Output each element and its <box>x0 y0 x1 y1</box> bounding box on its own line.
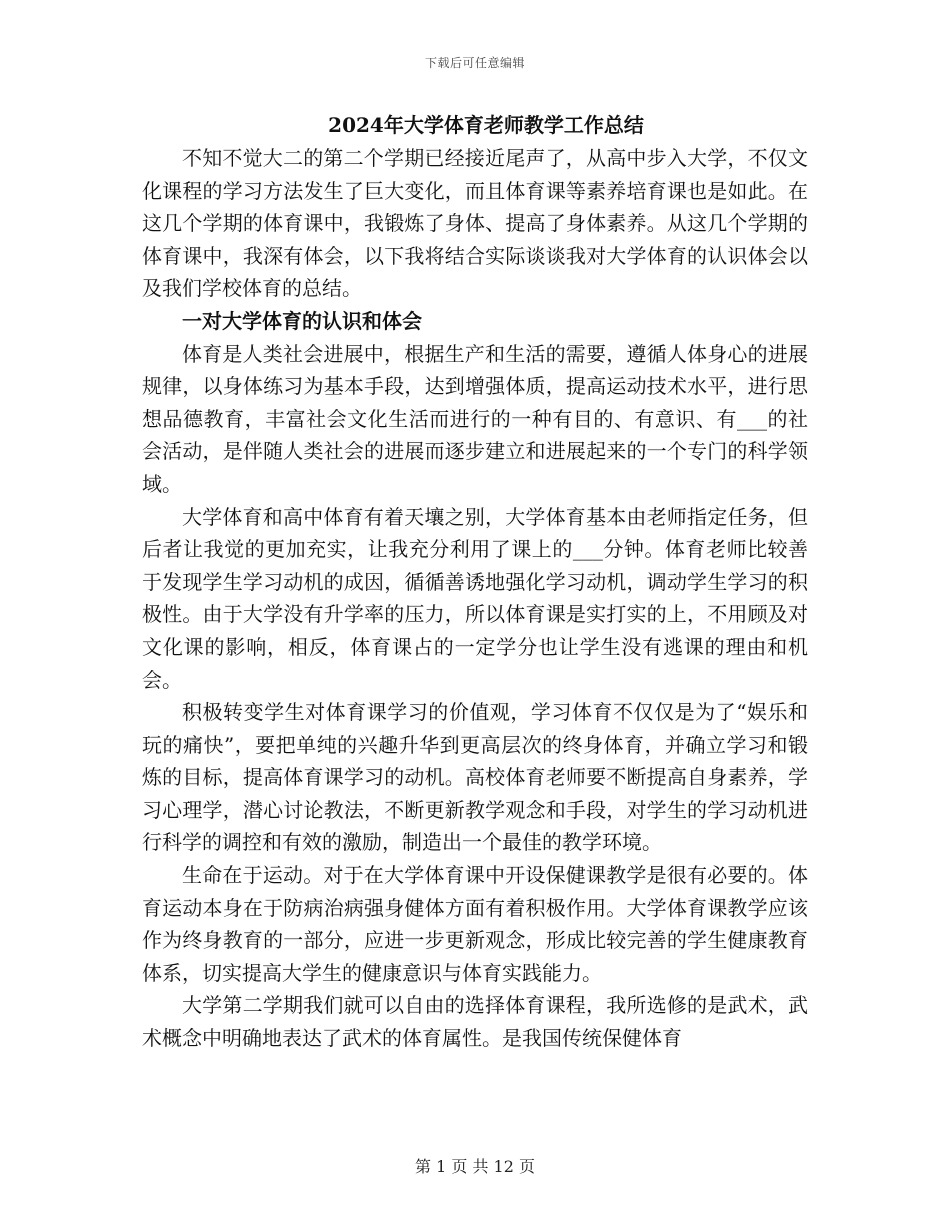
page-header-note: 下载后可任意编辑 <box>424 56 525 70</box>
section-heading: 一对大学体育的认识和体会 <box>182 308 422 333</box>
body-paragraph-4: 生命在于运动。对于在大学体育课中开设保健课教学是很有必要的。体育运动本身在于防病治病强身健体方面有着积极作用。大学体育课教学应该作为终身教育的一部分，应进一步更新观念，形成比较完善的学生健康教育体系，切实提高大学生的健康意识与体育实践能力。 <box>142 863 808 985</box>
document-body <box>142 108 808 1055</box>
document-title: 2024年大学体育老师教学工作总结 <box>328 113 644 137</box>
page-number: 第 1 页 共 12 页 <box>415 1157 535 1176</box>
body-paragraph-5: 大学第二学期我们就可以自由的选择体育课程，我所选修的是武术，武术概念中明确地表达了武术的体育属性。是我国传统保健体育 <box>142 993 808 1051</box>
body-paragraph-3: 积极转变学生对体育课学习的价值观，学习体育不仅仅是为了“娱乐和玩的痛快”，要把单纯的兴趣升华到更高层次的终身体育，并确立学习和锻炼的目标，提高体育课学习的动机。高校体育老师要不断提高自身素养，学习心理学，潜心讨论教法，不断更新教学观念和手段，对学生的学习动机进行科学的调控和有效的激励，制造出一个最佳的教学环境。 <box>142 700 808 855</box>
intro-paragraph: 不知不觉大二的第二个学期已经接近尾声了，从高中步入大学，不仅文化课程的学习方法发生了巨大变化，而且体育课等素养培育课也是如此。在这几个学期的体育课中，我锻炼了身体、提高了身体素养。从这几个学期的体育课中，我深有体会，以下我将结合实际谈谈我对大学体育的认识体会以及我们学校体育的总结。 <box>142 146 808 301</box>
body-paragraph-1: 体育是人类社会进展中，根据生产和生活的需要，遵循人体身心的进展规律，以身体练习为基本手段，达到增强体质，提高运动技术水平，进行思想品德教育，丰富社会文化生活而进行的一种有目的、有意识、有___的社会活动，是伴随人类社会的进展而逐步建立和进展起来的一个专门的科学领域。 <box>142 341 808 496</box>
body-paragraph-2: 大学体育和高中体育有着天壤之别，大学体育基本由老师指定任务，但后者让我觉的更加充实，让我充分利用了课上的___分钟。体育老师比较善于发现学生学习动机的成因，循循善诱地强化学习动机，调动学生学习的积极性。由于大学没有升学率的压力，所以体育课是实打实的上，不用顾及对文化课的影响，相反，体育课占的一定学分也让学生没有逃课的理由和机会。 <box>142 504 808 692</box>
